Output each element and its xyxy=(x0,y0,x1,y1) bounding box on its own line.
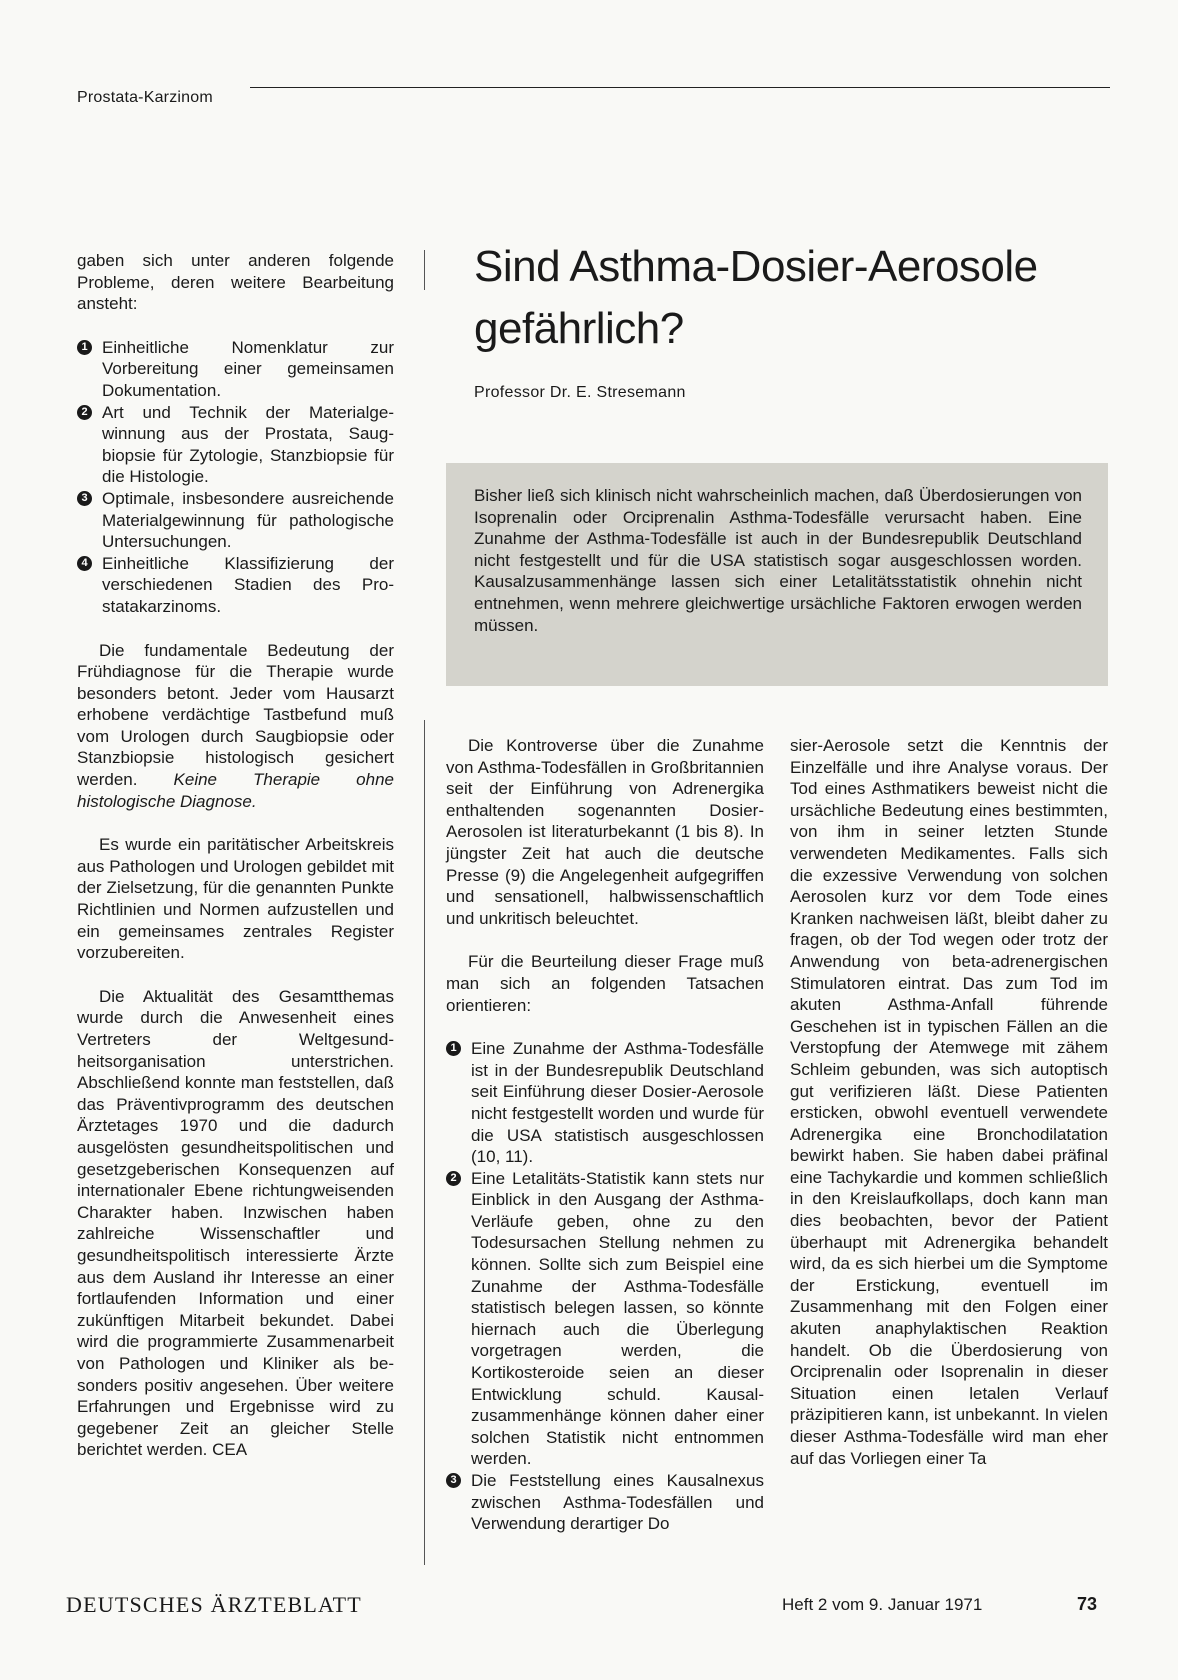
number-badge-icon: 3 xyxy=(446,1473,461,1488)
list-item-text: Eine Zunahme der Asthma-Todesfälle ist in der Bundesrepublik Deutschland seit Einführung dieser Dosier-Aerosole nicht festgestellt worden und wurde für die USA statistisch ausgeschlossen (10, 11). xyxy=(471,1039,764,1167)
journal-name: DEUTSCHES ÄRZTEBLATT xyxy=(66,1592,362,1617)
list-item xyxy=(77,402,394,488)
left-intro: gaben sich unter anderen folgende Probleme, deren weitere Bearbeitung ansteht: xyxy=(77,251,394,314)
left-list xyxy=(77,337,394,618)
list-item xyxy=(77,553,394,618)
article-abstract: Bisher ließ sich klinisch nicht wahrscheinlich machen, daß Überdosierungen von Isoprenalin oder Orciprenalin Asthma-Todesfälle verursacht haben. Eine Zunahme der Asthma-Todesfälle ist auch in der Bundesrepublik Deutschland nicht festgestellt und für die USA statistisch sogar ausgeschlossen worden. Kausalzusammenhänge lassen sich einer Letalitätsstatistik ohnehin nicht entnehmen, wenn mehrere gleichwertige ursächliche Faktoren erwogen werden müssen. xyxy=(474,486,1082,635)
page-number: 73 xyxy=(1077,1594,1098,1614)
number-badge-icon: 1 xyxy=(446,1041,461,1056)
left-paragraph-conclusion: Die Aktualität des Gesamtthemas wurde durch die Anwesenheit eines Vertreters der Weltgesundheitsorganisation unterstrichen. Abschließend konnte man feststellen, daß das Präventivprogramm des deutschen Ärztetages 1970 und die dadurch ausgelösten gesundheitspolitischen und gesetzgeberischen Konsequenzen auf internationaler Ebene richtungweisenden Charakter haben. Inzwischen haben zahlreiche Wissenschaftler und gesundheitspolitisch interessierte Ärzte aus dem Ausland ihr Interesse an einer fortlaufenden Information und einer zukünftigen Mitarbeit bekundet. Dabei wird die programmierte Zusammenarbeit von Pathologen und Kliniker als besonders positiv angesehen. Über weitere Erfahrungen und Ergebnisse wird zu gegebener Zeit an gleicher Stelle berichtet werden. CEA xyxy=(77,986,394,1460)
list-item-text: Eine Letalitäts-Statistik kann stets nur Einblick in den Ausgang der Asthma-Verläufe geben, ohne zu den Todesursachen Stellung nehmen zu können. Sollte sich zum Beispiel eine Zunahme der Asthma-Todesfälle statistisch belegen lassen, so könnte hiernach auch die Überlegung vorgetragen werden, die Kortikosteroide seien an dieser Entwicklung schuld. Kausalzusammenhänge können daher einer solchen Statistik nicht entnommen werden. xyxy=(471,1168,764,1469)
list-item xyxy=(446,1168,764,1470)
article-title: Sind Asthma-Dosier-Aerosole gefährlich? xyxy=(474,242,1038,353)
list-item-text: Optimale, insbesondere ausreichende Materialgewinnung für pathologische Untersuchungen. xyxy=(102,488,394,552)
number-badge-icon: 2 xyxy=(446,1171,461,1186)
list-item xyxy=(77,488,394,553)
number-badge-icon: 3 xyxy=(77,491,92,506)
number-badge-icon: 4 xyxy=(77,556,92,571)
middle-list xyxy=(446,1038,764,1535)
list-item-text: Art und Technik der Materialgewinnung aus der Prostata, Saugbiopsie für Zytologie, Stanzbiopsie für die Histologie. xyxy=(102,402,394,487)
left-paragraph-diagnosis xyxy=(77,640,394,813)
issue-info: Heft 2 vom 9. Januar 1971 xyxy=(782,1595,983,1614)
middle-column xyxy=(446,735,764,1535)
middle-paragraph-intro: Die Kontroverse über die Zunahme von Asthma-Todesfällen in Großbritannien seit der Einführung von Adrenergika enthaltenden sogenannten Dosier-Aerosolen ist literaturbekannt (1 bis 8). In jüngster Zeit hat auch die deutsche Presse (9) die Angelegenheit aufgegriffen und sensationell, halbwissenschaftlich und unkritisch beleuchtet. xyxy=(446,736,764,928)
paragraph-text: Die fundamentale Bedeutung der Frühdiagnose für die Therapie wurde besonders betont. Jeder vom Hausarzt erhobene verdächtige Tastbefund muß vom Urologen durch Saugbiopsie oder Stanzbiopsie histologisch gesichert werden. xyxy=(77,640,394,790)
middle-paragraph-question: Für die Beurteilung dieser Frage muß man sich an folgenden Tatsachen orientieren: xyxy=(446,952,764,1015)
article-author: Professor Dr. E. Stresemann xyxy=(474,384,686,401)
list-item xyxy=(446,1470,764,1535)
left-paragraph-working-group: Es wurde ein paritätischer Arbeitskreis aus Pathologen und Urologen gebildet mit der Zielsetzung, für die genannten Punkte Richtlinien und Normen aufzustellen und ein gemeinsames zentrales Register vorzubereiten. xyxy=(77,835,394,963)
list-item xyxy=(77,337,394,402)
list-item xyxy=(446,1038,764,1168)
running-head: Prostata-Karzinom xyxy=(77,89,213,106)
list-item-text: Einheitliche Klassifizierung der verschiedenen Stadien des Prostatakarzinoms. xyxy=(102,553,394,616)
left-column xyxy=(77,250,394,1483)
right-paragraph: sier-Aerosole setzt die Kenntnis der Einzelfälle und ihre Analyse voraus. Der Tod eines Asthmatikers beweist nicht die ursächliche Bedeutung eines bestimmten, von ihm in seiner letzten Stunde verwendeten Medikamentes. Falls sich die exzessive Verwendung von solchen Aerosolen kurz vor dem Tode eines Kranken nachweisen läßt, bleibt daher zu fragen, ob der Tod wegen oder trotz der Anwendung von beta-adrenergischen Stimulatoren eintrat. Das zum Tod im akuten Asthma-Anfall führende Geschehen ist in typischen Fällen an die Verstopfung der Atemwege mit zähem Schleim gebunden, was sich autoptisch gut verifizieren läßt. Diese Patienten ersticken, obwohl eventuell verwendete Adrenergika eine Bronchodilatation bewirkt haben. Sie haben dabei präfinal eine Tachykardie und kommen schließlich in den Kreislaufkollaps, doch kann man dies beobachten, bevor der Patient überhaupt mit Adrenergika behandelt wird, da es sich hierbei um die Symptome der Erstickung, eventuell im Zusammenhang mit den Folgen einer akuten anaphylaktischen Reaktion handelt. Ob die Überdosierung von Orciprenalin oder Isoprenalin in dieser Situation einen letalen Verlauf präzipitieren kann, ist unbekannt. In vielen dieser Asthma-Todesfälle wird man eher auf das Vorliegen einer Ta xyxy=(790,736,1108,1468)
list-item-text: Einheitliche Nomenklatur zur Vorbereitung einer gemeinsamen Dokumentation. xyxy=(102,337,394,400)
column-divider xyxy=(424,720,425,1565)
right-column xyxy=(790,735,1108,1491)
header-rule xyxy=(250,87,1110,88)
number-badge-icon: 2 xyxy=(77,405,92,420)
italic-emphasis: Keine Therapie ohne histologische Diagnose. xyxy=(77,770,394,811)
column-divider xyxy=(424,250,425,290)
list-item-text: Die Feststellung eines Kausalnexus zwischen Asthma-Todesfällen und Verwendung derartiger Do xyxy=(471,1471,764,1534)
number-badge-icon: 1 xyxy=(77,340,92,355)
